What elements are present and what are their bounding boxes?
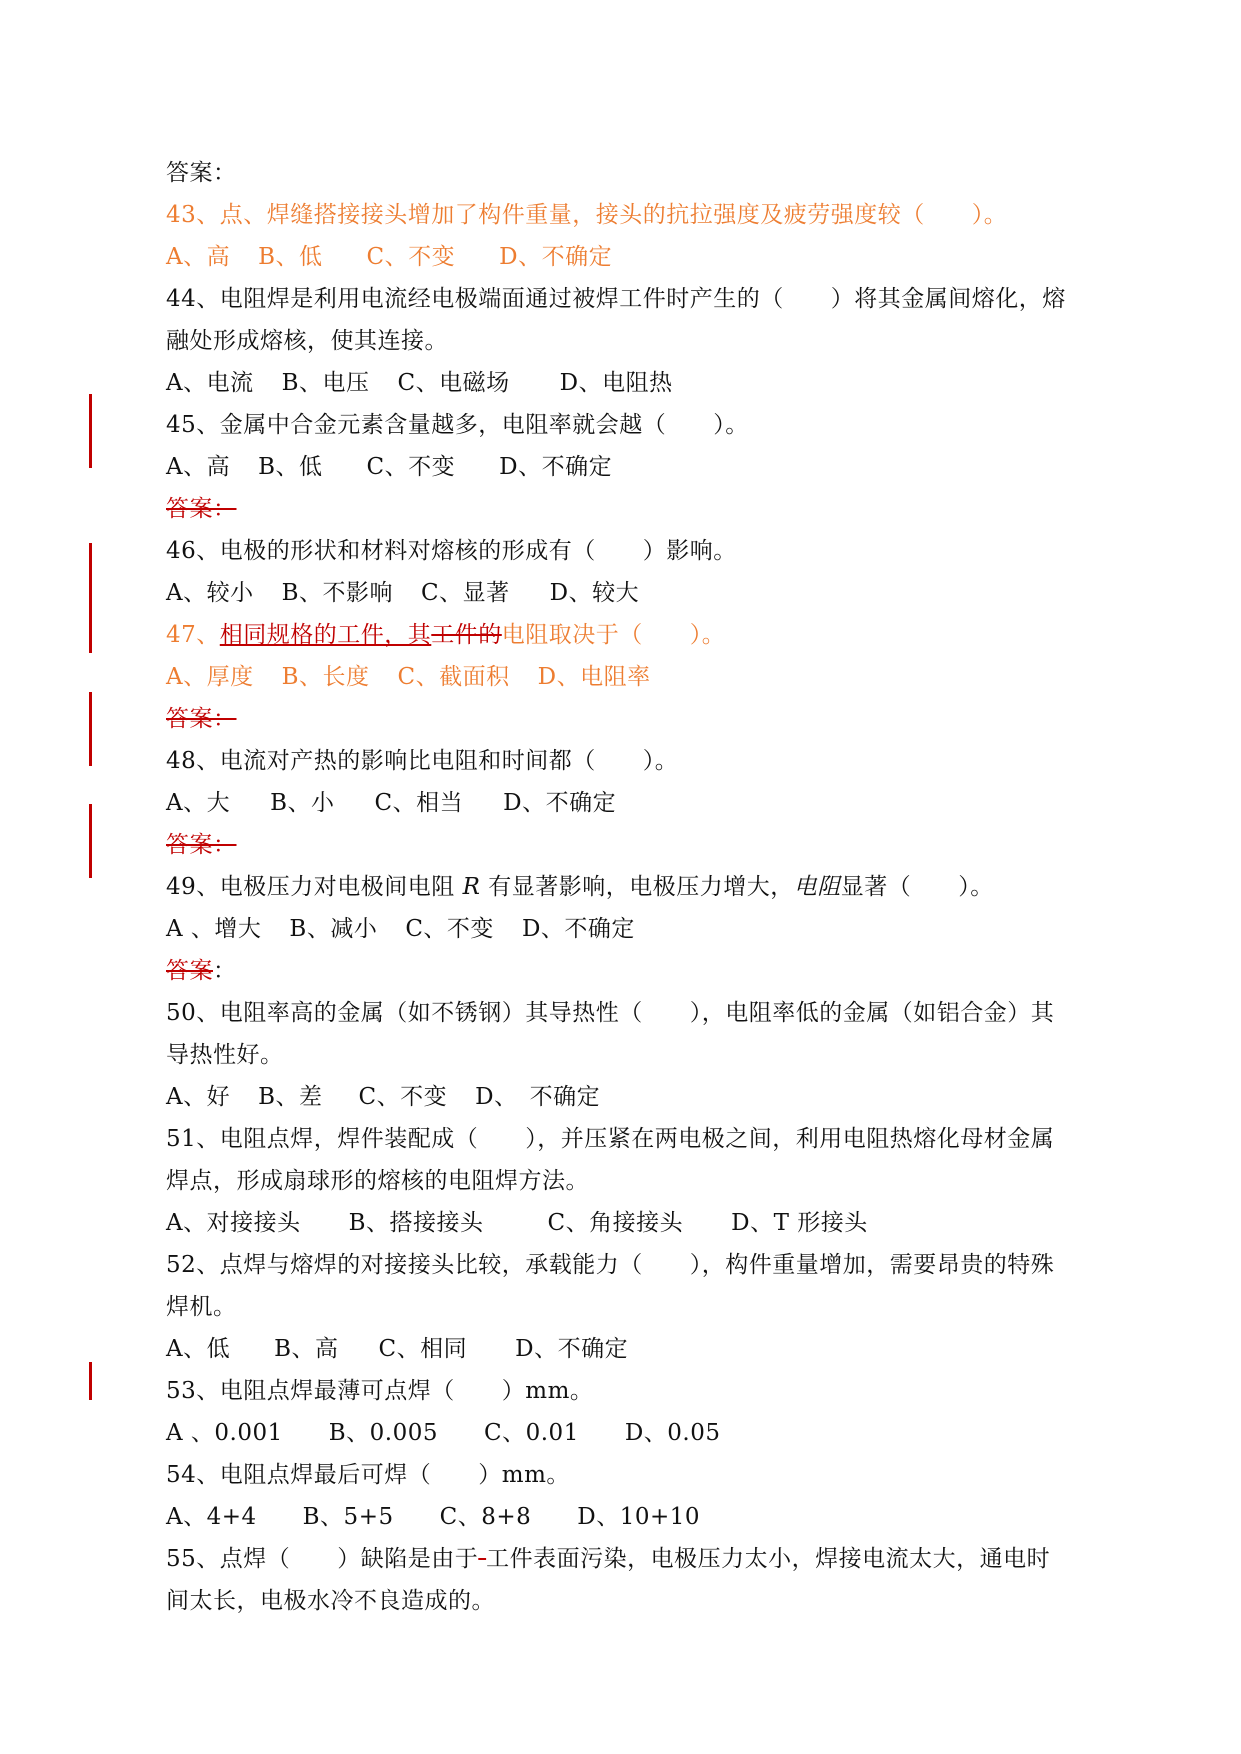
options-52 <box>166 1328 1116 1370</box>
option-b: B、5+5 <box>302 1504 394 1530</box>
option-b: B、长度 <box>281 664 370 690</box>
answer-label: 答案： <box>166 160 237 186</box>
deleted-answer-label: 答案： <box>166 706 237 732</box>
option-b: B、减小 <box>289 916 378 942</box>
option-c: C、相同 <box>378 1336 468 1362</box>
option-c: C、电磁场 <box>397 370 510 396</box>
option-a: A、好 <box>166 1084 231 1110</box>
resistance-symbol: R <box>462 874 481 900</box>
options-50 <box>166 1076 1116 1118</box>
option-d: D、不确定 <box>499 454 613 480</box>
options-45 <box>166 446 1116 488</box>
question-49-end: 显著（ ）。 <box>840 874 994 900</box>
option-d: D、0.05 <box>624 1420 721 1446</box>
question-49-middle: 有显著影响，电极压力增大， <box>480 874 794 900</box>
question-55-start: 55、点焊（ ）缺陷是由于 <box>166 1546 479 1572</box>
options-51 <box>166 1202 1116 1244</box>
option-b: B、小 <box>270 790 335 816</box>
question-45: 45、金属中合金元素含量越多，电阻率就会越（ ）。 <box>166 412 749 438</box>
question-49-start: 49、电极压力对电极间电阻 <box>166 874 463 900</box>
option-b: B、搭接接头 <box>348 1210 484 1236</box>
question-47-number: 47、 <box>166 622 220 648</box>
question-48: 48、电流对产热的影响比电阻和时间都（ ）。 <box>166 748 679 774</box>
option-d: D、不确定 <box>515 1336 629 1362</box>
question-54: 54、电阻点焊最后可焊（ ）mm。 <box>166 1462 570 1488</box>
option-c: C、0.01 <box>484 1420 579 1446</box>
option-a: A、较小 <box>166 580 254 606</box>
question-list <box>166 152 1116 1622</box>
change-bar <box>89 692 92 766</box>
options-54 <box>166 1496 1116 1538</box>
colon: ： <box>213 958 237 984</box>
question-44-cont: 融处形成熔核，使其连接。 <box>166 328 448 354</box>
option-d: D、T 形接头 <box>731 1210 868 1236</box>
option-a: A、电流 <box>166 370 254 396</box>
option-c: C、8+8 <box>439 1504 532 1530</box>
option-c: C、角接接头 <box>547 1210 684 1236</box>
change-bar <box>89 543 92 653</box>
options-47 <box>166 656 1116 698</box>
options-49 <box>166 908 1116 950</box>
question-55-cont: 间太长，电极水冷不良造成的。 <box>166 1588 495 1614</box>
question-52: 52、点焊与熔焊的对接接头比较，承载能力（ ），构件重量增加，需要昂贵的特殊 <box>166 1252 1055 1278</box>
question-52-cont: 焊机。 <box>166 1294 237 1320</box>
change-bar <box>89 394 92 468</box>
change-bar <box>89 804 92 878</box>
option-d: D、不确定 <box>521 916 635 942</box>
options-53 <box>166 1412 1116 1454</box>
option-d: D、电阻热 <box>559 370 673 396</box>
option-c: C、截面积 <box>397 664 510 690</box>
option-c: C、不变 <box>358 1084 448 1110</box>
option-a: A 、增大 <box>166 916 262 942</box>
question-47 <box>166 614 1116 656</box>
question-46: 46、电极的形状和材料对熔核的形成有（ ）影响。 <box>166 538 737 564</box>
options-43 <box>166 236 1116 278</box>
option-b: B、电压 <box>281 370 370 396</box>
option-b: B、差 <box>258 1084 323 1110</box>
option-a: A、对接接头 <box>166 1210 301 1236</box>
option-d: D、不确定 <box>503 790 617 816</box>
option-c: C、显著 <box>421 580 510 606</box>
option-a: A、低 <box>166 1336 231 1362</box>
option-c: C、不变 <box>366 454 456 480</box>
option-a: A、大 <box>166 790 231 816</box>
question-50-cont: 导热性好。 <box>166 1042 284 1068</box>
question-49 <box>166 866 1116 908</box>
question-50: 50、电阻率高的金属（如不锈钢）其导热性（ ），电阻率低的金属（如铝合金）其 <box>166 1000 1055 1026</box>
deleted-answer-label: 答案： <box>166 832 237 858</box>
option-c: C、不变 <box>366 244 456 270</box>
question-55-end: 工件表面污染，电极压力太小，焊接电流太大，通电时 <box>486 1546 1051 1572</box>
question-53: 53、电阻点焊最薄可点焊（ ）mm。 <box>166 1378 594 1404</box>
options-46 <box>166 572 1116 614</box>
option-d: D、 不确定 <box>475 1084 601 1110</box>
option-a: A、高 <box>166 244 231 270</box>
deleted-text: 工件的 <box>431 622 502 648</box>
option-a: A、高 <box>166 454 231 480</box>
option-d: D、较大 <box>549 580 640 606</box>
option-b: B、低 <box>258 454 323 480</box>
option-b: B、低 <box>258 244 323 270</box>
option-a: A、厚度 <box>166 664 254 690</box>
question-51: 51、电阻点焊，焊件装配成（ ），并压紧在两电极之间，利用电阻热熔化母材金属 <box>166 1126 1055 1152</box>
answer-label <box>166 950 1116 992</box>
option-d: D、电阻率 <box>537 664 651 690</box>
question-55 <box>166 1538 1116 1580</box>
change-bar <box>89 1362 92 1400</box>
option-c: C、相当 <box>374 790 464 816</box>
question-51-cont: 焊点，形成扇球形的熔核的电阻焊方法。 <box>166 1168 589 1194</box>
option-b: B、高 <box>274 1336 339 1362</box>
option-a: A 、0.001 <box>166 1420 283 1446</box>
option-b: B、0.005 <box>328 1420 439 1446</box>
deleted-answer-label: 答案： <box>166 496 237 522</box>
option-b: B、不影响 <box>281 580 394 606</box>
option-a: A、4+4 <box>166 1504 257 1530</box>
deleted-text <box>478 1546 486 1572</box>
inserted-text: 相同规格的工件，其 <box>219 622 432 648</box>
options-44 <box>166 362 1116 404</box>
option-d: D、不确定 <box>499 244 613 270</box>
deleted-text: 答案 <box>166 958 213 984</box>
question-43: 43、点、焊缝搭接接头增加了构件重量，接头的抗拉强度及疲劳强度较（ ）。 <box>166 202 1008 228</box>
question-47-rest: 电阻取决于（ ）。 <box>501 622 726 648</box>
options-48 <box>166 782 1116 824</box>
question-44: 44、电阻焊是利用电流经电极端面通过被焊工件时产生的（ ）将其金属间熔化，熔 <box>166 286 1066 312</box>
italic-text: 电阻 <box>793 874 841 900</box>
option-c: C、不变 <box>405 916 494 942</box>
option-d: D、10+10 <box>577 1504 700 1530</box>
